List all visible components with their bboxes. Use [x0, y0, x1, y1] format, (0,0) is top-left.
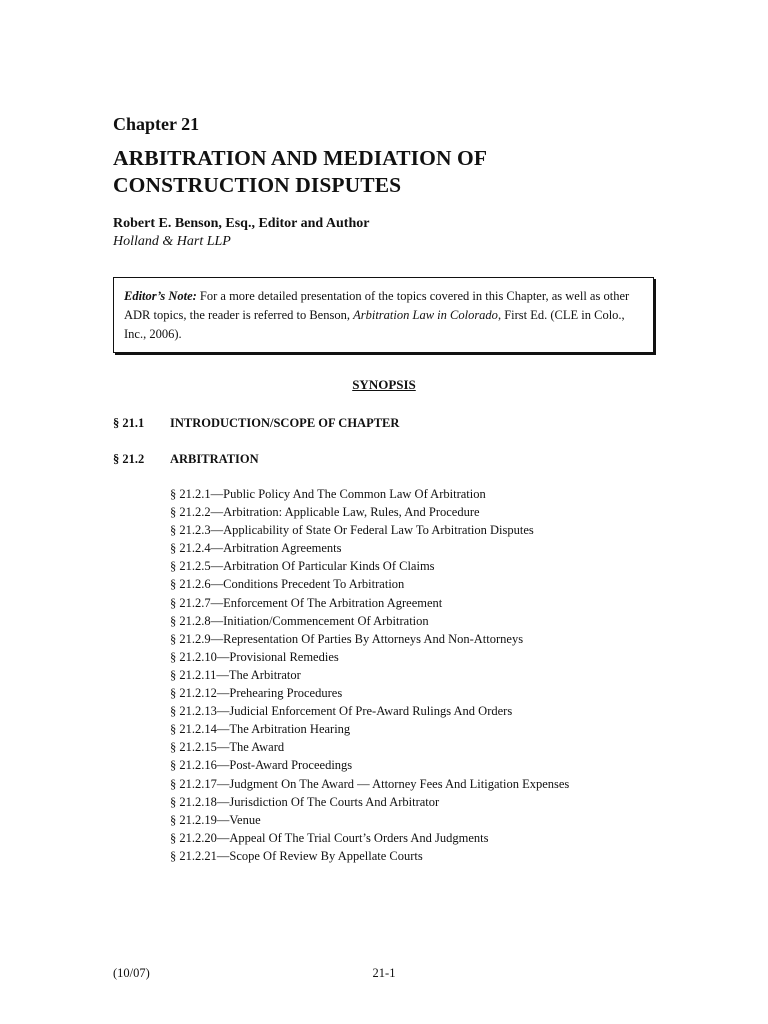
section-title: ARBITRATION: [170, 452, 259, 466]
section-title: INTRODUCTION/SCOPE OF CHAPTER: [170, 416, 400, 430]
subsection-item: § 21.2.14—The Arbitration Hearing: [170, 722, 351, 737]
subsection-item: § 21.2.5—Arbitration Of Particular Kinds Of Claims: [170, 559, 435, 574]
chapter-title-line: ARBITRATION AND MEDIATION OF: [113, 146, 488, 170]
section-number: § 21.2: [113, 452, 145, 466]
editor-note-text-end: , First Ed. (CLE in Colo., Inc., 2006).: [124, 308, 625, 341]
subsection-item: § 21.2.9—Representation Of Parties By Attorneys And Non-Attorneys: [170, 631, 524, 646]
subsection-item: § 21.2.4—Arbitration Agreements: [170, 541, 342, 556]
subsection-item: § 21.2.2—Arbitration: Applicable Law, Rules, And Procedure: [170, 505, 480, 520]
section-number: § 21.1: [113, 416, 145, 430]
subsection-item: § 21.2.20—Appeal Of The Trial Court’s Orders And Judgments: [170, 830, 489, 845]
footer-date: (10/07): [113, 966, 150, 980]
subsection-item: § 21.2.13—Judicial Enforcement Of Pre-Award Rulings And Orders: [170, 704, 513, 719]
firm-name: Holland & Hart LLP: [113, 234, 231, 249]
chapter-title: [113, 145, 487, 199]
chapter-title-line: CONSTRUCTION DISPUTES: [113, 173, 402, 197]
subsection-item: § 21.2.3—Applicability of State Or Federal Law To Arbitration Disputes: [170, 523, 534, 538]
section-heading: [113, 414, 399, 432]
chapter-label: Chapter 21: [113, 114, 200, 134]
page-number: 21-1: [372, 966, 396, 980]
synopsis-heading: [0, 376, 768, 394]
synopsis-heading-text: SYNOPSIS: [352, 377, 416, 392]
subsection-item: § 21.2.19—Venue: [170, 812, 261, 827]
subsection-item: § 21.2.6—Conditions Precedent To Arbitration: [170, 577, 405, 592]
subsection-item: § 21.2.17—Judgment On The Award — Attorney Fees And Litigation Expenses: [170, 776, 570, 791]
subsection-item: § 21.2.8—Initiation/Commencement Of Arbitration: [170, 613, 429, 628]
subsection-item: § 21.2.15—The Award: [170, 740, 285, 755]
subsection-item: § 21.2.21—Scope Of Review By Appellate Courts: [170, 848, 423, 863]
editor-note-label: Editor’s Note:: [124, 289, 197, 303]
subsection-item: § 21.2.7—Enforcement Of The Arbitration Agreement: [170, 595, 443, 610]
editor-note-text: For a more detailed presentation of the topics covered in this Chapter, as well as other ADR topics, the reader is referred to Benson,: [124, 289, 630, 322]
subsection-item: § 21.2.12—Prehearing Procedures: [170, 686, 343, 701]
editor-note-book-title: Arbitration Law in Colorado: [353, 308, 498, 322]
subsection-list: [170, 485, 569, 865]
subsection-item: § 21.2.11—The Arbitrator: [170, 667, 301, 682]
author-line: Robert E. Benson, Esq., Editor and Author: [113, 216, 370, 231]
section-heading: [113, 450, 259, 468]
subsection-item: § 21.2.1—Public Policy And The Common Law Of Arbitration: [170, 487, 486, 501]
subsection-item: § 21.2.18—Jurisdiction Of The Courts And Arbitrator: [170, 794, 440, 809]
subsection-item: § 21.2.16—Post-Award Proceedings: [170, 758, 353, 773]
editor-note-box: [113, 277, 654, 353]
subsection-item: § 21.2.10—Provisional Remedies: [170, 649, 339, 664]
